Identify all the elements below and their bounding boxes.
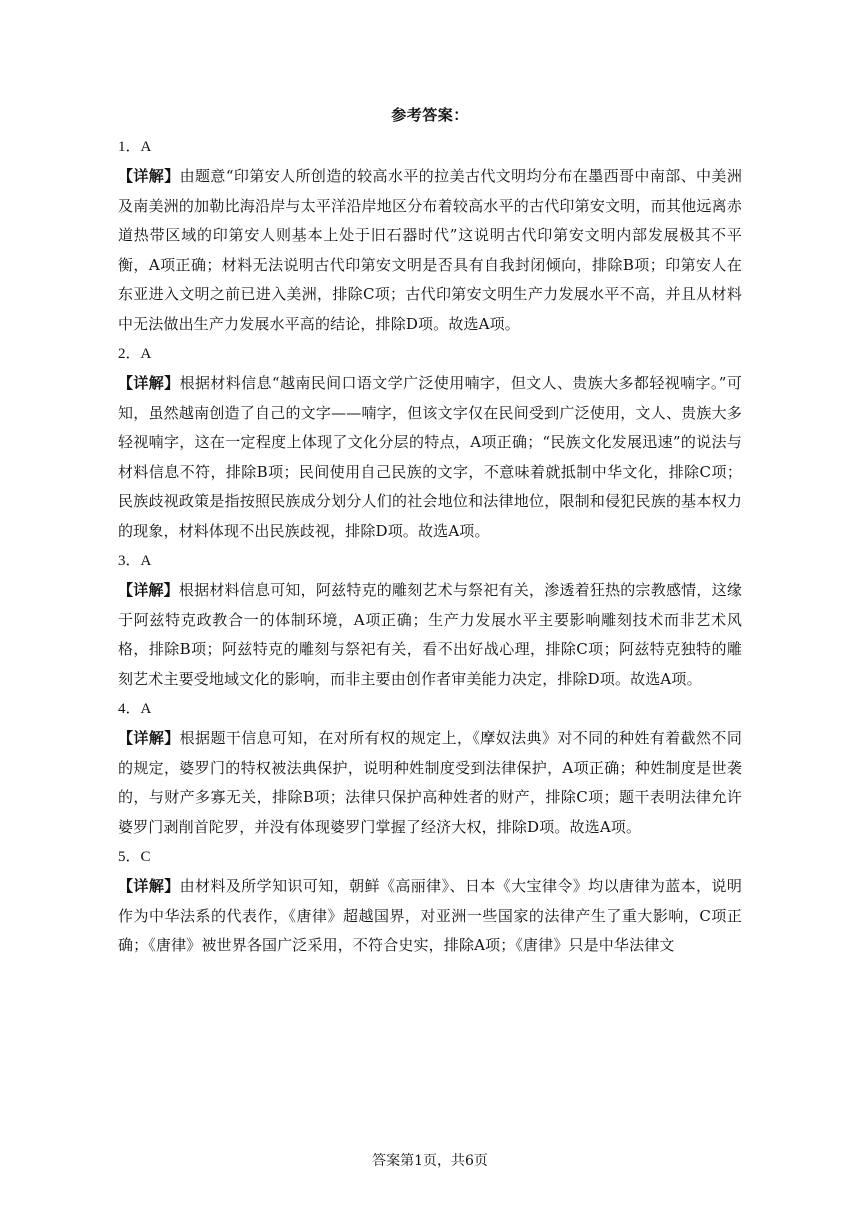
explanation-text: 根据题干信息可知，在对所有权的规定上，《摩奴法典》对不同的种姓有着截然不同的规定，婆罗门的特权被法典保护，说明种姓制度受到法律保护，A项正确；种姓制度是世袭的，与财产多寡无关，排除B项；法律只保护高种姓者的财产，排除C项；题干表明法律允许婆罗门剥削首陀罗，并没有体现婆罗门掌握了经济大权，排除D项。故选A项。 xyxy=(118,729,742,836)
explanation xyxy=(118,872,742,961)
answer-item-3 xyxy=(118,550,742,694)
answer-number: 1．A xyxy=(118,139,152,155)
explanation-text: 由题意“印第安人所创造的较高水平的拉美古代文明均分布在墨西哥中南部、中美洲及南美洲的加勒比海沿岸与太平洋沿岸地区分布着较高水平的古代印第安文明，而其他远离赤道热带区域的印第安人则基本上处于旧石器时代”这说明古代印第安文明内部发展极其不平衡，A项正确；材料无法说明古代印第安文明是否具有自我封闭倾向，排除B项；印第安人在东亚进入文明之前已进入美洲，排除C项；古代印第安文明生产力发展水平不高，并且从材料中无法做出生产力发展水平高的结论，排除D项。故选A项。 xyxy=(118,167,742,333)
explanation-tag: 【详解】 xyxy=(118,374,180,392)
explanation-text: 由材料及所学知识可知，朝鲜《高丽律》、日本《大宝律令》均以唐律为蓝本，说明作为中华法系的代表作，《唐律》超越国界，对亚洲一些国家的法律产生了重大影响，C项正确；《唐律》被世界各国广泛采用，不符合史实，排除A项；《唐律》只是中华法律文 xyxy=(118,877,742,954)
explanation-text: 根据材料信息可知，阿兹特克的雕刻艺术与祭祀有关，渗透着狂热的宗教感情，这缘于阿兹特克政教合一的体制环境，A项正确；生产力发展水平主要影响雕刻技术而非艺术风格，排除B项；阿兹特克的雕刻与祭祀有关，看不出好战心理，排除C项；阿兹特克独特的雕刻艺术主要受地域文化的影响，而非主要由创作者审美能力决定，排除D项。故选A项。 xyxy=(118,581,742,688)
explanation xyxy=(118,724,742,842)
explanation xyxy=(118,162,742,339)
answer-number: 3．A xyxy=(118,553,152,569)
answer-number: 2．A xyxy=(118,346,152,362)
answer-list xyxy=(118,132,742,965)
answer-number: 5．C xyxy=(118,849,151,865)
page-title: 参考答案： xyxy=(391,106,469,124)
explanation xyxy=(118,369,742,546)
answer-item-1 xyxy=(118,136,742,339)
explanation-tag: 【详解】 xyxy=(118,167,180,185)
explanation-tag: 【详解】 xyxy=(118,729,180,747)
answer-item-5 xyxy=(118,846,742,961)
answer-item-2 xyxy=(118,343,742,546)
explanation-tag: 【详解】 xyxy=(118,581,179,599)
explanation-tag: 【详解】 xyxy=(118,877,180,895)
page-footer: 答案第1页，共6页 xyxy=(372,1153,488,1169)
explanation xyxy=(118,576,742,694)
answer-number: 4．A xyxy=(118,701,152,717)
answer-item-4 xyxy=(118,698,742,842)
explanation-text: 根据材料信息“越南民间口语文学广泛使用喃字，但文人、贵族大多都轻视喃字。”可知，虽然越南创造了自己的文字——喃字，但该文字仅在民间受到广泛使用，文人、贵族大多轻视喃字，这在一定程度上体现了文化分层的特点，A项正确；“民族文化发展迅速”的说法与材料信息不符，排除B项；民间使用自己民族的文字，不意味着就抵制中华文化，排除C项；民族歧视政策是指按照民族成分划分人们的社会地位和法律地位，限制和侵犯民族的基本权力的现象，材料体现不出民族歧视，排除D项。故选A项。 xyxy=(118,374,742,540)
